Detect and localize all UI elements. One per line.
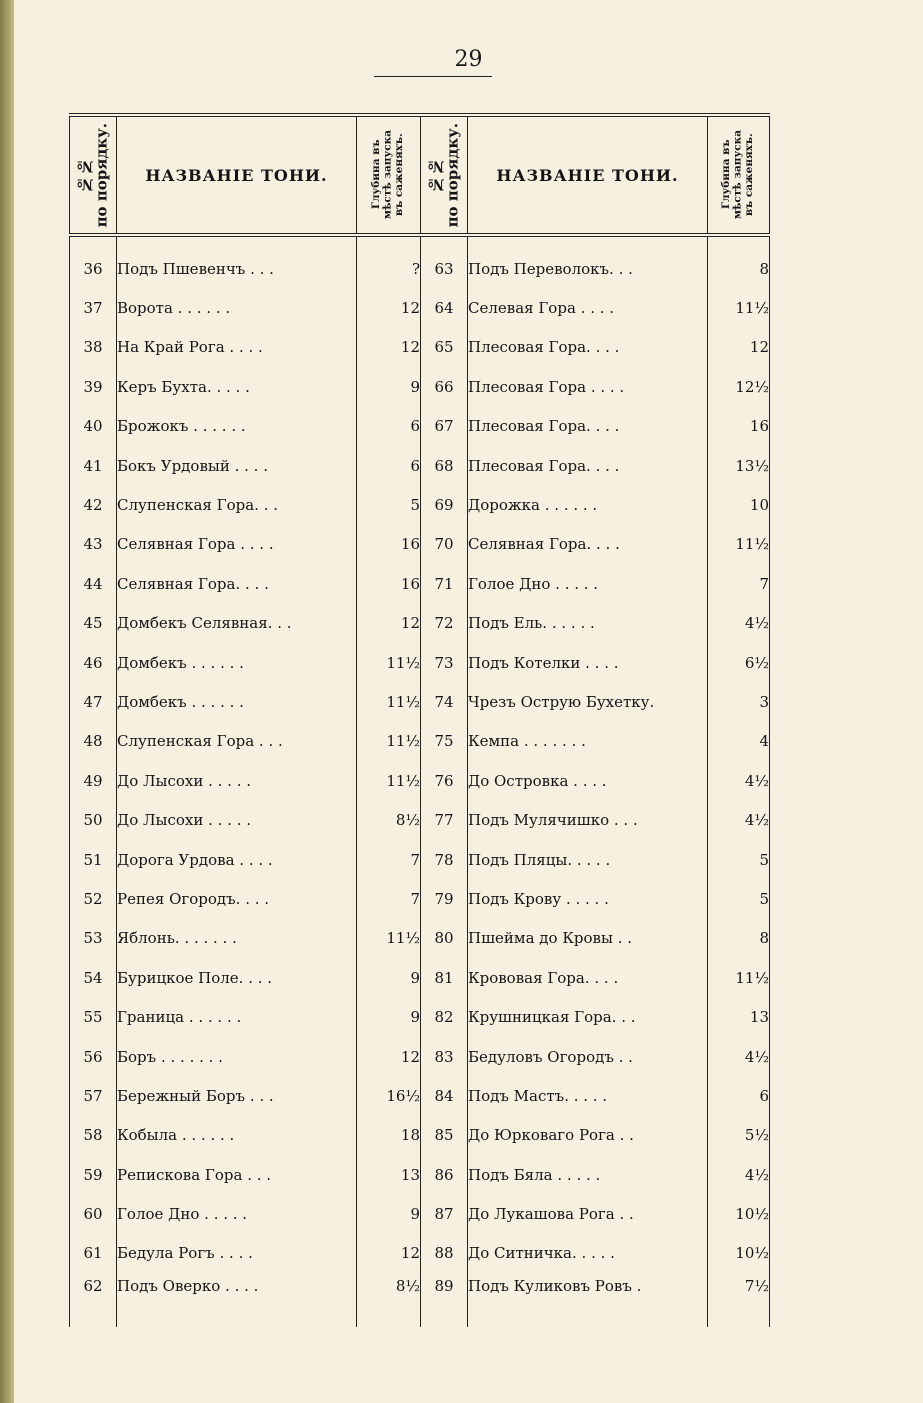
spot-number: 60 xyxy=(70,1194,117,1233)
spot-depth: 13½ xyxy=(708,446,770,485)
table-row xyxy=(70,288,770,327)
spot-depth: 4 xyxy=(708,722,770,761)
spot-number: 86 xyxy=(421,1155,468,1194)
spot-depth: 9 xyxy=(357,367,421,406)
spot-name: Бережный Боръ . . . xyxy=(117,1076,357,1115)
table-body xyxy=(70,235,770,1327)
spot-name: Плесовая Гора. . . . xyxy=(468,328,708,367)
spot-name: Подъ Мастъ. . . . . xyxy=(468,1076,708,1115)
spot-name: Бедуловъ Огородъ . . xyxy=(468,1037,708,1076)
header-num-right xyxy=(421,115,468,235)
spot-name: Кобыла . . . . . . xyxy=(117,1116,357,1155)
table-row xyxy=(70,879,770,918)
spot-number: 51 xyxy=(70,840,117,879)
spot-number: 46 xyxy=(70,643,117,682)
spot-name: Боръ . . . . . . . xyxy=(117,1037,357,1076)
table-row xyxy=(70,840,770,879)
table-row xyxy=(70,367,770,406)
spot-name: Брожокъ . . . . . . xyxy=(117,407,357,446)
spot-depth: 16 xyxy=(357,525,421,564)
spot-name: Крушницкая Гора. . . xyxy=(468,997,708,1036)
spot-number: 56 xyxy=(70,1037,117,1076)
table-row xyxy=(70,564,770,603)
spot-depth: 6½ xyxy=(708,643,770,682)
page-number: 29 xyxy=(454,47,483,72)
spot-name: До Ситничка. . . . . xyxy=(468,1234,708,1273)
spot-number: 52 xyxy=(70,879,117,918)
table-row xyxy=(70,761,770,800)
spot-number: 74 xyxy=(421,682,468,721)
spot-number: 55 xyxy=(70,997,117,1036)
spot-number: 59 xyxy=(70,1155,117,1194)
spot-number: 63 xyxy=(421,235,468,288)
spot-name: Подъ Куликовъ Ровъ . xyxy=(468,1273,708,1327)
spot-name: Подъ Бяла . . . . . xyxy=(468,1155,708,1194)
spot-number: 65 xyxy=(421,328,468,367)
spot-name: Слупенская Гора . . . xyxy=(117,722,357,761)
table-row xyxy=(70,722,770,761)
spot-number: 66 xyxy=(421,367,468,406)
header-name-left: НАЗВАНІЕ ТОНИ. xyxy=(117,115,357,235)
spot-name: Граница . . . . . . xyxy=(117,997,357,1036)
table-row xyxy=(70,919,770,958)
spot-name: Репискова Гора . . . xyxy=(117,1155,357,1194)
spot-number: 89 xyxy=(421,1273,468,1327)
header-depth-line1: Глубина въ xyxy=(720,140,733,210)
spot-depth: 8 xyxy=(708,235,770,288)
header-num-line1: №№ xyxy=(426,157,445,193)
spot-number: 49 xyxy=(70,761,117,800)
spot-name: Крововая Гора. . . . xyxy=(468,958,708,997)
spot-depth: 11½ xyxy=(357,682,421,721)
spot-number: 81 xyxy=(421,958,468,997)
spot-name: Подъ Крову . . . . . xyxy=(468,879,708,918)
spot-name: Керъ Бухта. . . . . xyxy=(117,367,357,406)
spot-number: 45 xyxy=(70,604,117,643)
table-row xyxy=(70,682,770,721)
spot-depth: 9 xyxy=(357,958,421,997)
header-name-right: НАЗВАНІЕ ТОНИ. xyxy=(468,115,708,235)
spot-name: Дорога Урдова . . . . xyxy=(117,840,357,879)
spot-number: 50 xyxy=(70,800,117,839)
spot-depth: 5 xyxy=(357,485,421,524)
spot-depth: 7 xyxy=(357,840,421,879)
spot-name: До Лысохи . . . . . xyxy=(117,761,357,800)
spot-number: 67 xyxy=(421,407,468,446)
spot-number: 40 xyxy=(70,407,117,446)
spot-number: 79 xyxy=(421,879,468,918)
spot-number: 41 xyxy=(70,446,117,485)
spot-depth: 11½ xyxy=(708,958,770,997)
spot-depth: 16 xyxy=(357,564,421,603)
spot-number: 78 xyxy=(421,840,468,879)
table-row xyxy=(70,1155,770,1194)
table-row xyxy=(70,328,770,367)
spot-name: Подъ Переволокъ. . . xyxy=(468,235,708,288)
spot-depth: 12 xyxy=(357,288,421,327)
table-row xyxy=(70,1116,770,1155)
spot-depth: 8 xyxy=(708,919,770,958)
spot-depth: 4½ xyxy=(708,1037,770,1076)
spot-name: Голое Дно . . . . . xyxy=(468,564,708,603)
spot-depth: 6 xyxy=(357,407,421,446)
spot-name: Ворота . . . . . . xyxy=(117,288,357,327)
spot-depth: 7 xyxy=(708,564,770,603)
spot-number: 44 xyxy=(70,564,117,603)
spot-name: Дорожка . . . . . . xyxy=(468,485,708,524)
table-row xyxy=(70,997,770,1036)
spot-depth: 18 xyxy=(357,1116,421,1155)
table-row xyxy=(70,604,770,643)
table-row xyxy=(70,407,770,446)
table-row xyxy=(70,1234,770,1273)
spot-depth: 7 xyxy=(357,879,421,918)
spot-depth: 8½ xyxy=(357,800,421,839)
table-row xyxy=(70,1273,770,1327)
spot-name: Подъ Пляцы. . . . . xyxy=(468,840,708,879)
table-row xyxy=(70,1076,770,1115)
page-number-rule xyxy=(374,76,492,77)
spot-depth: 6 xyxy=(708,1076,770,1115)
spot-depth: 7½ xyxy=(708,1273,770,1327)
spot-number: 61 xyxy=(70,1234,117,1273)
spot-depth: 11½ xyxy=(708,525,770,564)
header-depth-line3: въ саженяхъ. xyxy=(393,133,406,217)
spot-number: 48 xyxy=(70,722,117,761)
spot-number: 75 xyxy=(421,722,468,761)
spot-depth: 16 xyxy=(708,407,770,446)
spot-depth: 11½ xyxy=(357,722,421,761)
spot-depth: 11½ xyxy=(357,761,421,800)
spot-name: Домбекъ Селявная. . . xyxy=(117,604,357,643)
spot-depth: 3 xyxy=(708,682,770,721)
spot-name: Подъ Оверко . . . . xyxy=(117,1273,357,1327)
spot-number: 83 xyxy=(421,1037,468,1076)
spot-number: 58 xyxy=(70,1116,117,1155)
table-row xyxy=(70,1037,770,1076)
spot-number: 36 xyxy=(70,235,117,288)
header-num-left xyxy=(70,115,117,235)
spot-name: Голое Дно . . . . . xyxy=(117,1194,357,1233)
spot-number: 42 xyxy=(70,485,117,524)
spot-number: 37 xyxy=(70,288,117,327)
header-depth-left xyxy=(357,115,421,235)
spot-depth: 10½ xyxy=(708,1234,770,1273)
spot-depth: 5 xyxy=(708,879,770,918)
spot-name: Кемпа . . . . . . . xyxy=(468,722,708,761)
spot-number: 57 xyxy=(70,1076,117,1115)
table-row xyxy=(70,800,770,839)
spot-depth: 12 xyxy=(357,1234,421,1273)
spot-name: Подъ Пшевенчъ . . . xyxy=(117,235,357,288)
spot-depth: 4½ xyxy=(708,761,770,800)
spot-depth: 4½ xyxy=(708,800,770,839)
spot-number: 38 xyxy=(70,328,117,367)
header-depth-line3: въ саженяхъ. xyxy=(743,133,756,217)
header-num-line2: по порядку. xyxy=(443,122,461,228)
header-num-line2: по порядку. xyxy=(92,122,110,228)
spot-depth: 8½ xyxy=(357,1273,421,1327)
spot-depth: 12 xyxy=(357,604,421,643)
spot-name: Селявная Гора . . . . xyxy=(117,525,357,564)
spot-depth: 9 xyxy=(357,997,421,1036)
header-depth-line2: мѣстѣ запуска xyxy=(381,130,394,220)
spot-name: Бедула Рогъ . . . . xyxy=(117,1234,357,1273)
spot-name: До Лысохи . . . . . xyxy=(117,800,357,839)
spot-number: 68 xyxy=(421,446,468,485)
spot-number: 72 xyxy=(421,604,468,643)
spot-name: Селевая Гора . . . . xyxy=(468,288,708,327)
header-depth-right xyxy=(708,115,770,235)
spot-number: 69 xyxy=(421,485,468,524)
spot-name: Домбекъ . . . . . . xyxy=(117,643,357,682)
spot-number: 82 xyxy=(421,997,468,1036)
spot-number: 71 xyxy=(421,564,468,603)
spot-number: 39 xyxy=(70,367,117,406)
header-depth-line2: мѣстѣ запуска xyxy=(731,130,744,220)
table-row xyxy=(70,643,770,682)
spot-number: 70 xyxy=(421,525,468,564)
spot-name: Селявная Гора. . . . xyxy=(117,564,357,603)
spot-number: 85 xyxy=(421,1116,468,1155)
spot-name: Подъ Котелки . . . . xyxy=(468,643,708,682)
spot-number: 88 xyxy=(421,1234,468,1273)
header-num-line1: №№ xyxy=(75,157,94,193)
header-row xyxy=(70,115,770,235)
table-row xyxy=(70,958,770,997)
spot-depth: 5 xyxy=(708,840,770,879)
table-row xyxy=(70,446,770,485)
book-page xyxy=(14,0,923,1403)
table-row xyxy=(70,485,770,524)
spot-depth: 11½ xyxy=(357,919,421,958)
spot-name: Домбекъ . . . . . . xyxy=(117,682,357,721)
spot-name: Слупенская Гора. . . xyxy=(117,485,357,524)
spot-depth: 4½ xyxy=(708,604,770,643)
spot-number: 64 xyxy=(421,288,468,327)
spot-depth: 12 xyxy=(357,1037,421,1076)
book-binding xyxy=(0,0,14,1403)
table-row xyxy=(70,1194,770,1233)
spot-name: Плесовая Гора . . . . xyxy=(468,367,708,406)
table-row xyxy=(70,235,770,288)
spot-name: До Островка . . . . xyxy=(468,761,708,800)
spot-depth: 12½ xyxy=(708,367,770,406)
spot-name: Пшейма до Кровы . . xyxy=(468,919,708,958)
spot-depth: 4½ xyxy=(708,1155,770,1194)
spot-number: 80 xyxy=(421,919,468,958)
spot-depth: 10 xyxy=(708,485,770,524)
spot-depth: 5½ xyxy=(708,1116,770,1155)
header-depth-line1: Глубина въ xyxy=(370,140,383,210)
spot-name: Селявная Гора. . . . xyxy=(468,525,708,564)
spot-name: Плесовая Гора. . . . xyxy=(468,446,708,485)
spot-number: 47 xyxy=(70,682,117,721)
spot-number: 76 xyxy=(421,761,468,800)
spot-number: 62 xyxy=(70,1273,117,1327)
fishing-spots-table xyxy=(69,113,770,1327)
spot-depth: 13 xyxy=(357,1155,421,1194)
spot-depth: 12 xyxy=(708,328,770,367)
spot-name: Чрезъ Острую Бухетку. xyxy=(468,682,708,721)
spot-number: 53 xyxy=(70,919,117,958)
spot-number: 87 xyxy=(421,1194,468,1233)
spot-name: Плесовая Гора. . . . xyxy=(468,407,708,446)
table-row xyxy=(70,525,770,564)
spot-depth: 16½ xyxy=(357,1076,421,1115)
spot-number: 54 xyxy=(70,958,117,997)
spot-name: Бокъ Урдовый . . . . xyxy=(117,446,357,485)
spot-depth: 11½ xyxy=(357,643,421,682)
spot-name: Бурицкое Поле. . . . xyxy=(117,958,357,997)
spot-name: На Край Рога . . . . xyxy=(117,328,357,367)
spot-number: 84 xyxy=(421,1076,468,1115)
spot-depth: ? xyxy=(357,235,421,288)
spot-depth: 9 xyxy=(357,1194,421,1233)
spot-name: Яблонь. . . . . . . xyxy=(117,919,357,958)
spot-name: До Лукашова Рога . . xyxy=(468,1194,708,1233)
spot-depth: 10½ xyxy=(708,1194,770,1233)
spot-name: Подъ Ель. . . . . . xyxy=(468,604,708,643)
spot-number: 77 xyxy=(421,800,468,839)
spot-name: Репея Огородъ. . . . xyxy=(117,879,357,918)
spot-depth: 6 xyxy=(357,446,421,485)
spot-depth: 13 xyxy=(708,997,770,1036)
spot-name: Подъ Мулячишко . . . xyxy=(468,800,708,839)
spot-number: 73 xyxy=(421,643,468,682)
spot-depth: 11½ xyxy=(708,288,770,327)
spot-depth: 12 xyxy=(357,328,421,367)
spot-name: До Юрковаго Рога . . xyxy=(468,1116,708,1155)
spot-number: 43 xyxy=(70,525,117,564)
